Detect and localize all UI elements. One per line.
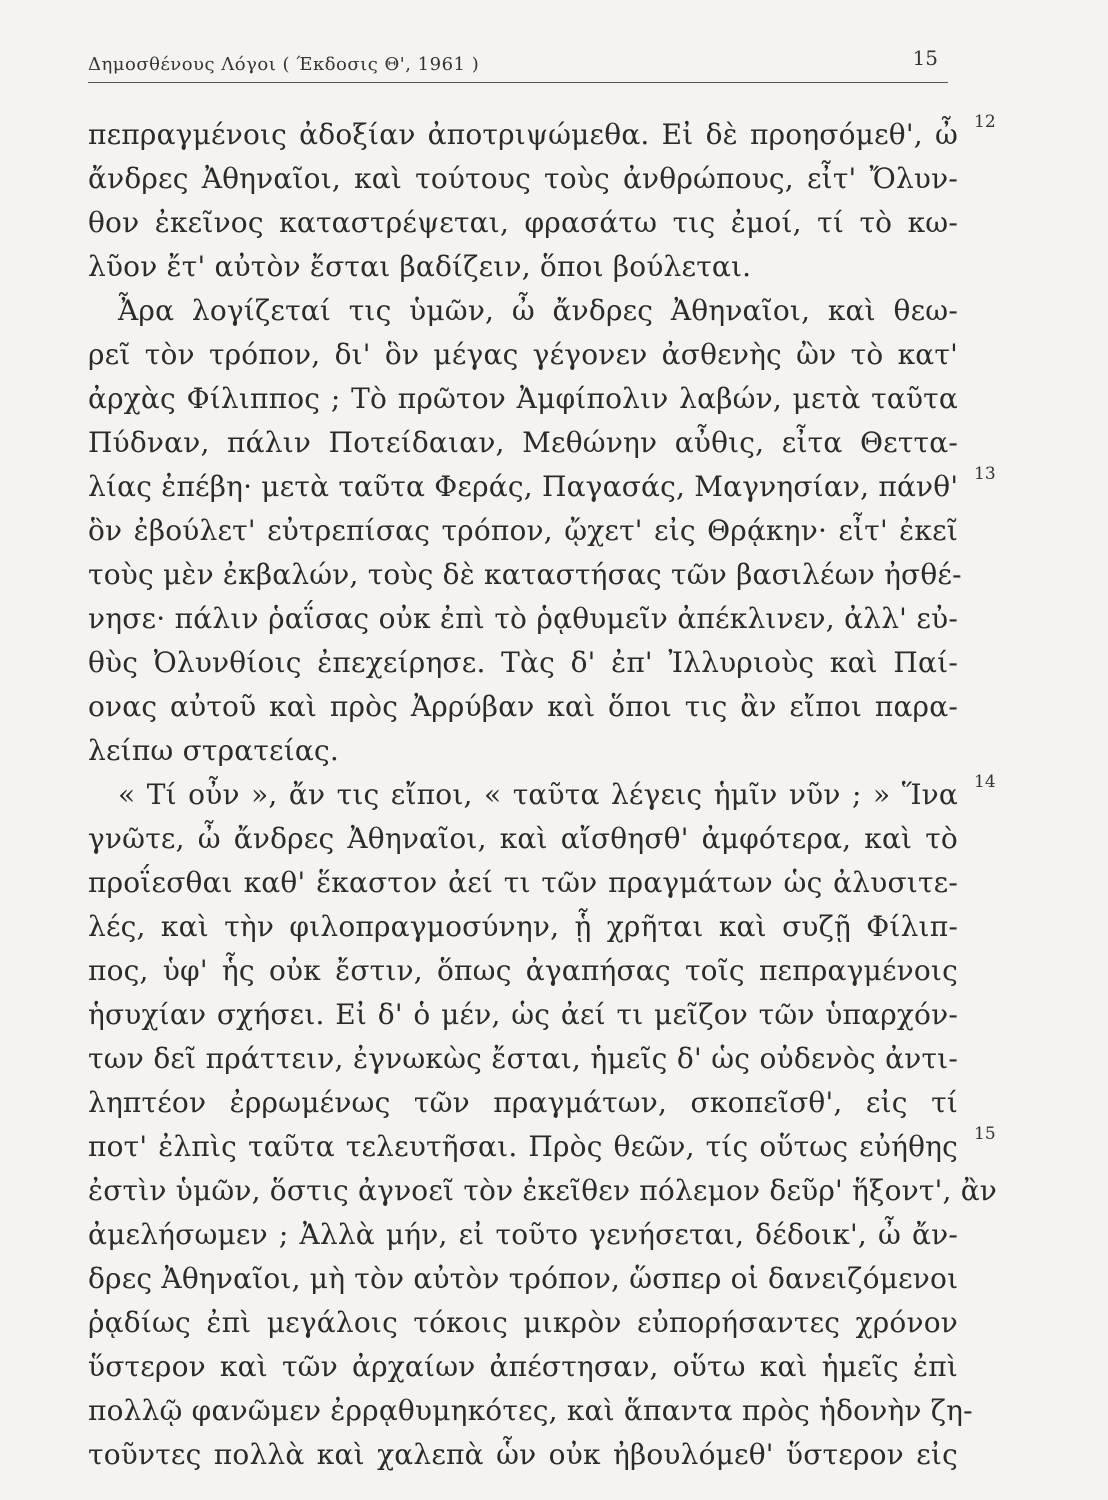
- text-line: ρεῖ τὸν τρόπον, δι' ὃν μέγας γέγονεν ἀσθενὴς ὢν τὸ κατ': [88, 338, 958, 371]
- text-line: ἡσυχίαν σχήσει. Εἰ δ' ὁ μέν, ὡς ἀεί τι μεῖζον τῶν ὑπαρχόν-: [88, 998, 958, 1031]
- section-number: 14: [974, 772, 996, 792]
- text-line: Ἆρα λογίζεταί τις ὑμῶν, ὦ ἄνδρες Ἀθηναῖοι, καὶ θεω-: [118, 294, 958, 327]
- text-line: λίας ἐπέβη· μετὰ ταῦτα Φεράς, Παγασάς, Μαγνησίαν, πάνθ': [88, 470, 959, 503]
- text-line: γνῶτε, ὦ ἄνδρες Ἀθηναῖοι, καὶ αἴσθησθ' ἀμφότερα, καὶ τὸ: [88, 822, 958, 855]
- running-header: [88, 46, 948, 83]
- text-line: δρες Ἀθηναῖοι, μὴ τὸν αὐτὸν τρόπον, ὥσπερ οἱ δανειζόμενοι: [88, 1262, 959, 1295]
- section-number: 12: [974, 112, 996, 132]
- text-line: των δεῖ πράττειν, ἐγνωκὼς ἔσται, ἡμεῖς δ' ὡς οὐδενὸς ἀντι-: [88, 1042, 958, 1075]
- text-line: θὺς Ὀλυνθίοις ἐπεχείρησε. Τὰς δ' ἐπ' Ἰλλυριοὺς καὶ Παί-: [88, 646, 958, 679]
- running-head-title: Δημοσθένους Λόγοι ( Έκδοσις Θ', 1961 ): [88, 54, 480, 75]
- text-line: « Τί οὖν », ἄν τις εἴποι, « ταῦτα λέγεις ἡμῖν νῦν ; » Ἵνα: [118, 778, 958, 811]
- text-line: τοὺς μὲν ἐκβαλών, τοὺς δὲ καταστήσας τῶν βασιλέων ἠσθέ-: [88, 558, 962, 591]
- text-line: ληπτέον ἐρρωμένως τῶν πραγμάτων, σκοπεῖσθ', εἰς τί: [88, 1086, 958, 1119]
- text-line: ἄνδρες Ἀθηναῖοι, καὶ τούτους τοὺς ἀνθρώπους, εἶτ' Ὄλυν-: [88, 162, 958, 195]
- text-line: λές, καὶ τὴν φιλοπραγμοσύνην, ᾗ χρῆται καὶ συζῇ Φίλιπ-: [88, 910, 958, 943]
- text-line: λῦον ἔτ' αὐτὸν ἔσται βαδίζειν, ὅποι βούλεται.: [88, 250, 752, 283]
- text-line: πολλῷ φανῶμεν ἐρρᾳθυμηκότες, καὶ ἅπαντα πρὸς ἡδονὴν ζη-: [88, 1394, 973, 1427]
- text-line: Πύδναν, πάλιν Ποτείδαιαν, Μεθώνην αὖθις, εἶτα Θεττα-: [88, 426, 958, 459]
- text-line: ῥᾳδίως ἐπὶ μεγάλοις τόκοις μικρὸν εὐπορήσαντες χρόνον: [88, 1306, 958, 1339]
- text-line: ἐστὶν ὑμῶν, ὅστις ἀγνοεῖ τὸν ἐκεῖθεν πόλεμον δεῦρ' ἥξοντ', ἂν: [88, 1174, 998, 1207]
- text-line: ποτ' ἐλπὶς ταῦτα τελευτῆσαι. Πρὸς θεῶν, τίς οὕτως εὐήθης: [88, 1130, 958, 1163]
- text-line: ὕστερον καὶ τῶν ἀρχαίων ἀπέστησαν, οὕτω καὶ ἡμεῖς ἐπὶ: [88, 1350, 958, 1383]
- text-line: λείπω στρατείας.: [88, 734, 340, 767]
- text-line: πος, ὑφ' ἧς οὐκ ἔστιν, ὅπως ἀγαπήσας τοῖς πεπραγμένοις: [88, 954, 958, 987]
- section-number: 13: [974, 464, 996, 484]
- section-number: 15: [974, 1124, 996, 1144]
- text-line: ονας αὐτοῦ καὶ πρὸς Ἀρρύβαν καὶ ὅποι τις ἂν εἴποι παρα-: [88, 690, 958, 723]
- page-number: 15: [912, 46, 938, 70]
- text-line: τοῦντες πολλὰ καὶ χαλεπὰ ὧν οὐκ ἠβουλόμεθ' ὕστερον εἰς: [88, 1438, 958, 1471]
- text-line: νησε· πάλιν ῥαΐσας οὐκ ἐπὶ τὸ ῥᾳθυμεῖν ἀπέκλινεν, ἀλλ' εὐ-: [88, 602, 958, 635]
- text-line: πεπραγμένοις ἀδοξίαν ἀποτριψώμεθα. Εἰ δὲ προησόμεθ', ὦ: [88, 118, 958, 151]
- text-line: ἀμελήσωμεν ; Ἀλλὰ μήν, εἰ τοῦτο γενήσεται, δέδοικ', ὦ ἄν-: [88, 1218, 958, 1251]
- text-line: ὃν ἐβούλετ' εὐτρεπίσας τρόπον, ᾤχετ' εἰς Θρᾴκην· εἶτ' ἐκεῖ: [88, 514, 958, 547]
- text-line: θον ἐκεῖνος καταστρέψεται, φρασάτω τις ἐμοί, τί τὸ κω-: [88, 206, 958, 239]
- text-line: προΐεσθαι καθ' ἕκαστον ἀεί τι τῶν πραγμάτων ὡς ἀλυσιτε-: [88, 866, 958, 899]
- text-line: ἀρχὰς Φίλιππος ; Τὸ πρῶτον Ἀμφίπολιν λαβών, μετὰ ταῦτα: [88, 382, 958, 415]
